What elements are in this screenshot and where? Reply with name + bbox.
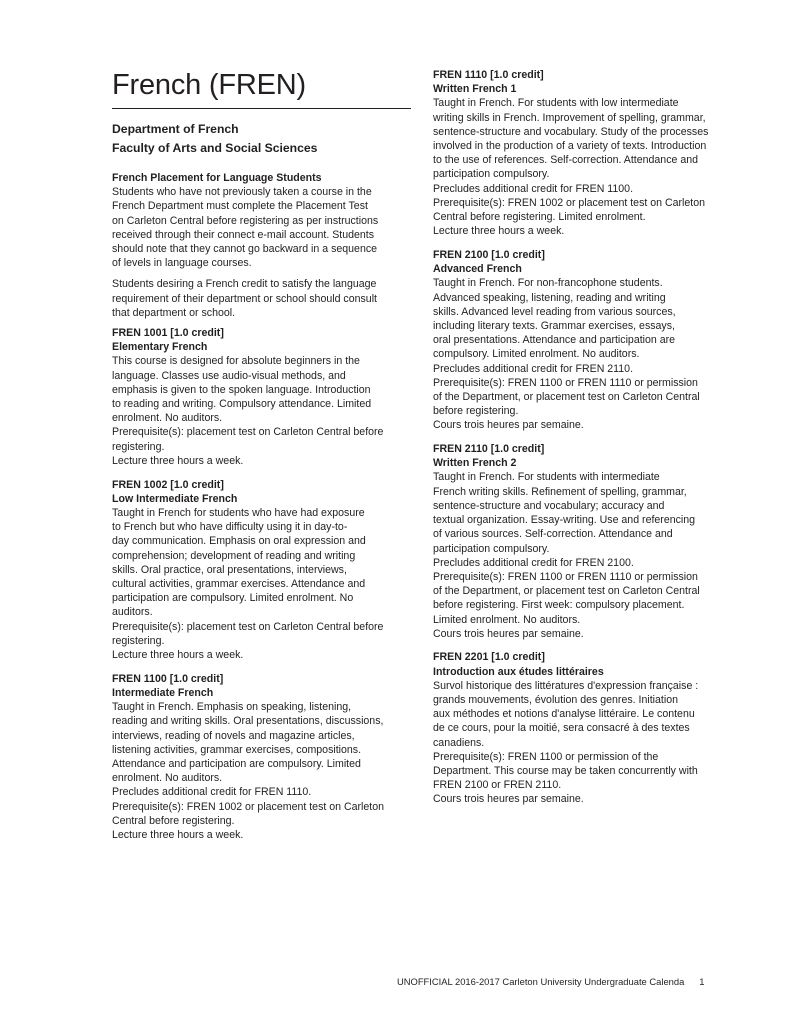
course-prerequisites: Prerequisite(s): FREN 1002 or placement test on Carleton Central before registering. xyxy=(112,800,385,827)
course-schedule: Lecture three hours a week. xyxy=(433,225,565,238)
placement-heading: French Placement for Language Students xyxy=(112,172,322,184)
course-code: FREN 1002 [1.0 credit] xyxy=(112,478,224,491)
course-description: Taught in French. For students with low intermediate writing skills in French. Improvement of spelling, grammar, sentence-structure and vocabulary. Study of the processes involved in the production of a variety of texts. Introduction to the use of references. Self-correction. Attendance and participation compulsory. xyxy=(433,97,709,181)
course-schedule: Cours trois heures par semaine. xyxy=(433,793,584,806)
course-name: Low Intermediate French xyxy=(112,492,238,505)
course-prerequisites: Prerequisite(s): FREN 1100 or FREN 1110 or permission of the Department, or placement test on Carleton Central before registering. xyxy=(433,376,700,418)
placement-paragraph: Students desiring a French credit to satisfy the language requirement of their department or school should consult that department or school. xyxy=(112,278,377,319)
right-column xyxy=(433,68,732,816)
course-prerequisites: Prerequisite(s): placement test on Carleton Central before registering. xyxy=(112,426,384,453)
course-name: Intermediate French xyxy=(112,686,214,699)
course-schedule: Lecture three hours a week. xyxy=(112,649,244,661)
left-column xyxy=(112,66,411,852)
course-entry xyxy=(112,326,411,468)
course-name: Introduction aux études littéraires xyxy=(433,665,604,678)
course-description: This course is designed for absolute beginners in the language. Classes use audio-visual methods, and emphasis is given to the spoken language. Introduction to reading and writing. Compulsory attendance. Limited enrolment. No auditors. xyxy=(112,355,372,425)
course-prerequisites: Prerequisite(s): FREN 1100 or permission of the Department. This course may be taken concurrently with FREN 2100 or FREN 2110. xyxy=(433,750,698,792)
course-name: Written French 2 xyxy=(433,457,517,470)
course-precludes: Precludes additional credit for FREN 1110. xyxy=(112,786,312,799)
faculty-name: Faculty of Arts and Social Sciences xyxy=(112,141,318,155)
department-name: Department of French xyxy=(112,122,239,136)
course-description: Taught in French. Emphasis on speaking, listening, reading and writing skills. Oral presentations, discussions, interviews, reading of novels and magazine articles, listening activities, grammar exercises, compositions. Attendance and participation are compulsory. Limited enrolment. No auditors. xyxy=(112,701,384,785)
course-entry xyxy=(433,248,732,433)
course-description: Taught in French. For students with intermediate French writing skills. Refinement of spelling, grammar, sentence-structure and vocabulary; accuracy and textual organization. Essay-writing. Use and referencing of various sources. Self-correction. Attendance and participation compulsory. xyxy=(433,471,696,555)
course-code: FREN 1100 [1.0 credit] xyxy=(112,672,224,685)
course-schedule: Lecture three hours a week. xyxy=(112,828,244,841)
course-prerequisites: Prerequisite(s): FREN 1002 or placement test on Carleton Central before registering. Limited enrolment. xyxy=(433,196,706,224)
course-code: FREN 2100 [1.0 credit] xyxy=(433,248,545,261)
course-prerequisites: Prerequisite(s): placement test on Carleton Central before registering. xyxy=(112,620,384,647)
course-entry xyxy=(433,68,732,238)
course-description: Taught in French. For non-francophone students. Advanced speaking, listening, reading and writing skills. Advanced level reading from various sources, including literary texts. Grammar exercises, essays, oral presentations. Attendance and participation are compulsory. Limited enrolment. No auditors. xyxy=(433,277,676,361)
placement-section xyxy=(112,171,411,320)
course-entry xyxy=(433,650,732,806)
course-code: FREN 2201 [1.0 credit] xyxy=(433,651,545,664)
course-description: Taught in French for students who have had exposure to French but who have difficulty using it in day-to- day communication. Emphasis on oral expression and comprehension; development of reading and writing skills. Oral practice, oral presentations, interviews, cultural activities, grammar exercises. Attendance and participation are compulsory. Limited enrolment. No auditors. xyxy=(112,506,366,619)
course-precludes: Precludes additional credit for FREN 2110. xyxy=(433,362,634,375)
course-precludes: Precludes additional credit for FREN 1100. xyxy=(433,182,634,195)
course-name: Written French 1 xyxy=(433,83,517,96)
course-entry xyxy=(112,672,411,842)
placement-paragraph: Students who have not previously taken a course in the French Department must complete the Placement Test on Carleton Central before registering as per instructions received through their connect e-mail account. Students should note that they cannot go backward in a sequence of levels in language courses. xyxy=(112,186,379,270)
page-title: French (FREN) xyxy=(112,66,411,109)
department-block xyxy=(112,122,411,155)
page-footer xyxy=(397,976,705,987)
footer-text: UNOFFICIAL 2016-2017 Carleton University Undergraduate Calenda xyxy=(397,976,685,987)
course-schedule: Lecture three hours a week. xyxy=(112,454,244,467)
page-number: 1 xyxy=(699,976,705,987)
course-name: Elementary French xyxy=(112,341,208,354)
course-precludes: Precludes additional credit for FREN 2100. xyxy=(433,556,634,569)
course-entry xyxy=(112,478,411,663)
course-name: Advanced French xyxy=(433,263,522,276)
course-schedule: Cours trois heures par semaine. xyxy=(433,419,584,432)
course-description: Survol historique des littératures d'expression française : grands mouvements, évolution des genres. Initiation aux méthodes et notions d'analyse littéraire. Le contenu de ce cours, pour la moitié, sera consacré à des textes canadiens. xyxy=(433,679,699,749)
course-code: FREN 2110 [1.0 credit] xyxy=(433,443,545,456)
course-prerequisites: Prerequisite(s): FREN 1100 or FREN 1110 or permission of the Department, or placement test on Carleton Central before registering. First week: compulsory placement. Limited enrolment. No auditors. xyxy=(433,570,700,626)
course-schedule: Cours trois heures par semaine. xyxy=(433,627,584,640)
course-entry xyxy=(433,442,732,641)
course-code: FREN 1110 [1.0 credit] xyxy=(433,69,544,81)
course-code: FREN 1001 [1.0 credit] xyxy=(112,327,224,340)
